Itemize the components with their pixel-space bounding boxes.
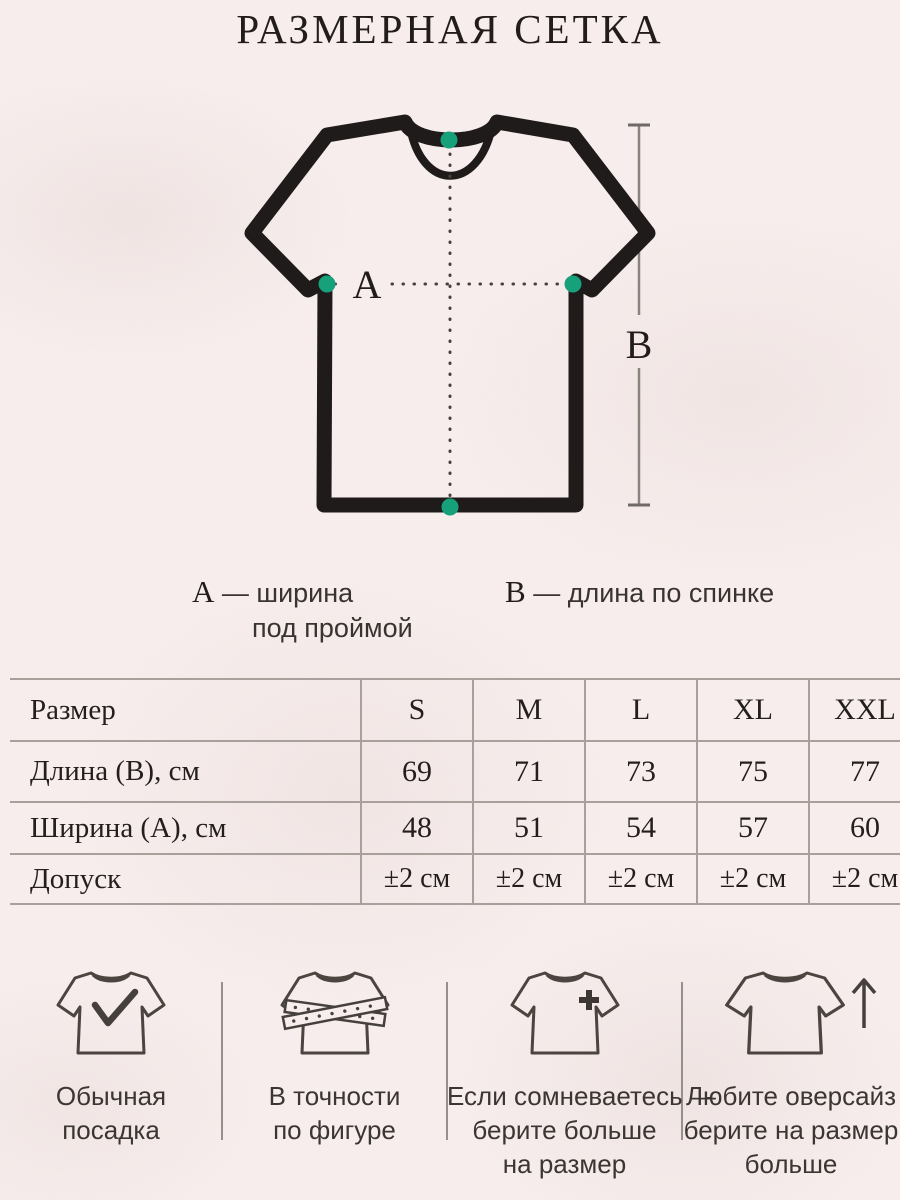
size-column-header: Размер <box>10 679 361 741</box>
legend-a-line2: под проймой <box>252 613 413 643</box>
table-cell: 57 <box>697 802 809 854</box>
page-title: РАЗМЕРНАЯ СЕТКА <box>236 6 664 52</box>
row-label: Допуск <box>10 854 361 904</box>
width-label-a: A <box>352 262 382 307</box>
size-header-m: M <box>473 679 585 741</box>
measure-points <box>319 132 582 516</box>
table-cell: ±2 см <box>473 854 585 904</box>
size-header-l: L <box>585 679 697 741</box>
fit-caption-line: по фигуре <box>273 1115 396 1145</box>
table-row-width <box>10 802 900 854</box>
legend-a-text: — ширина <box>221 578 354 608</box>
fit-caption-line: В точности <box>268 1081 401 1111</box>
legend-b-letter: B <box>505 574 526 609</box>
table-cell: ±2 см <box>361 854 473 904</box>
table-cell: 54 <box>585 802 697 854</box>
legend-a-letter: A <box>192 574 215 609</box>
table-cell: ±2 см <box>585 854 697 904</box>
table-header-row <box>10 679 900 741</box>
fit-caption-line: посадка <box>62 1115 160 1145</box>
length-label-b: B <box>625 322 653 367</box>
measure-dot-armpit-right <box>565 276 582 293</box>
fit-caption-line: берите больше <box>472 1115 657 1145</box>
tshirt-oversize-arrow-icon <box>716 966 880 1066</box>
fit-caption-oversize <box>682 1079 900 1181</box>
fit-caption-line: берите на размер <box>683 1115 899 1145</box>
table-cell: 48 <box>361 802 473 854</box>
table-cell: 75 <box>697 741 809 802</box>
size-header-xl: XL <box>697 679 809 741</box>
measure-dotted-lines <box>335 154 568 500</box>
measure-dot-neck <box>441 132 458 149</box>
table-cell: 71 <box>473 741 585 802</box>
fit-caption-regular <box>0 1079 222 1147</box>
measure-dot-armpit-left <box>319 276 336 293</box>
tshirt-checkmark-icon <box>51 966 171 1066</box>
tshirt-plus-icon <box>505 966 625 1066</box>
legend-a-line1 <box>192 574 353 610</box>
table-cell: 51 <box>473 802 585 854</box>
table-row-length <box>10 741 900 802</box>
table-cell: ±2 см <box>809 854 900 904</box>
row-label: Длина (B), см <box>10 741 361 802</box>
table-cell: 77 <box>809 741 900 802</box>
table-cell: 60 <box>809 802 900 854</box>
measure-dot-hem <box>442 499 459 516</box>
fit-caption-exact-fit <box>222 1079 447 1147</box>
dimension-line-b <box>628 125 650 505</box>
fit-caption-line: больше <box>744 1149 838 1179</box>
checkmark-glyph <box>95 992 135 1023</box>
fit-caption-line: Если сомневаетесь — <box>447 1081 716 1111</box>
size-header-s: S <box>361 679 473 741</box>
tshirt-measurement-diagram <box>230 100 670 545</box>
legend-b-line <box>505 574 774 610</box>
measuring-tape-bands <box>283 997 387 1029</box>
fit-caption-size-up-doubt <box>447 1079 716 1181</box>
tshirt-outline <box>252 122 648 505</box>
tshirt-measuring-tape-icon <box>275 966 395 1066</box>
arrow-up-glyph <box>853 980 875 1028</box>
table-cell: ±2 см <box>697 854 809 904</box>
table-cell: 69 <box>361 741 473 802</box>
row-label: Ширина (A), см <box>10 802 361 854</box>
size-header-xxl: XXL <box>809 679 900 741</box>
fit-caption-line: на размер <box>502 1149 627 1179</box>
table-cell: 73 <box>585 741 697 802</box>
fit-caption-line: Обычная <box>55 1081 167 1111</box>
size-table <box>10 678 900 905</box>
table-row-tolerance <box>10 854 900 904</box>
fit-caption-line: Любите оверсайз <box>685 1081 897 1111</box>
legend-b-text: — длина по спинке <box>533 578 775 608</box>
